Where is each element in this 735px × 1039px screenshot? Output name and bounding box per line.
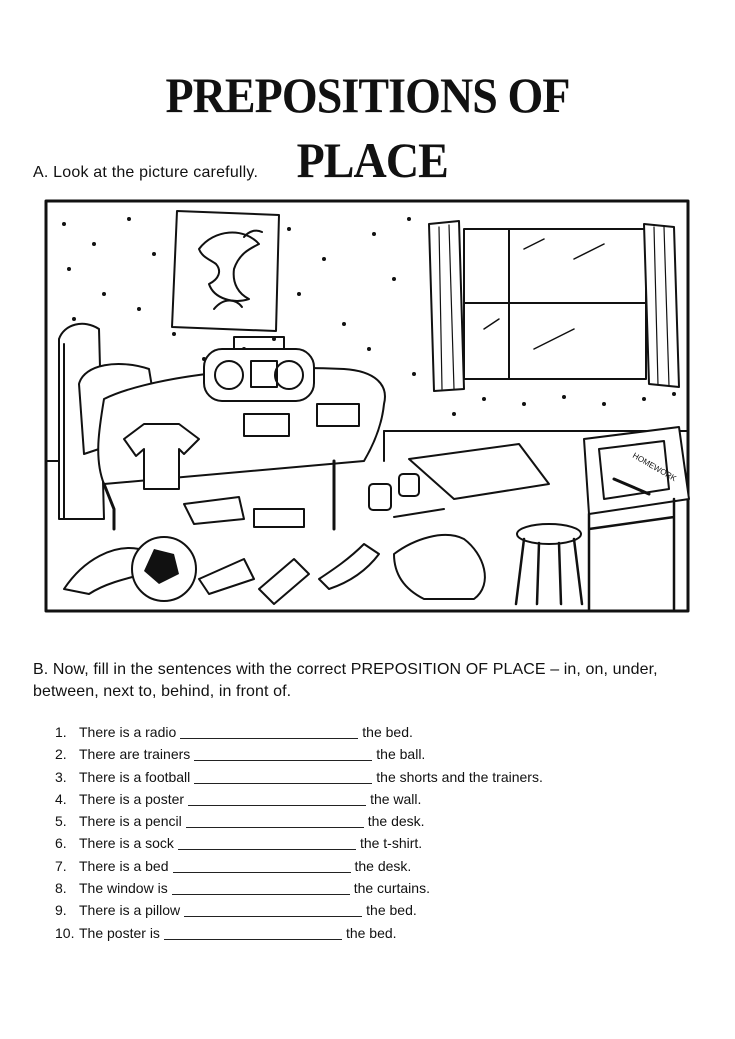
homework-label: HOMEWORK bbox=[631, 450, 678, 484]
exercise-item: 9. There is a pillow the bed. bbox=[55, 902, 417, 919]
cassette-on-floor bbox=[254, 509, 304, 527]
cassette-on-bed bbox=[244, 414, 289, 436]
exercise-item: 6. There is a sock the t-shirt. bbox=[55, 835, 423, 852]
exercise-item: 1. There is a radio the bed. bbox=[55, 724, 413, 740]
exercise-item: 10. The poster is the bed. bbox=[55, 924, 397, 941]
answer-blank[interactable] bbox=[188, 790, 366, 806]
stool bbox=[516, 524, 582, 604]
answer-blank[interactable] bbox=[172, 879, 350, 895]
page-title-line-1: PREPOSITIONS OF bbox=[165, 67, 570, 123]
answer-blank[interactable] bbox=[194, 768, 372, 784]
case-on-bed bbox=[317, 404, 359, 426]
answer-blank[interactable] bbox=[184, 901, 362, 917]
bedroom-illustration bbox=[44, 199, 690, 613]
trainer-left bbox=[199, 559, 254, 594]
exercise-item: 3. There is a football the shorts and the trainers. bbox=[55, 768, 543, 785]
answer-blank[interactable] bbox=[194, 745, 372, 761]
exercise-list bbox=[55, 721, 543, 944]
curtain-right bbox=[644, 224, 679, 387]
exercise-item: 8. The window is the curtains. bbox=[55, 880, 430, 897]
exercise-item: 5. There is a pencil the desk. bbox=[55, 813, 425, 830]
box bbox=[184, 497, 244, 524]
exercise-item: 4. There is a poster the wall. bbox=[55, 790, 422, 807]
window bbox=[464, 229, 646, 379]
t-shirt-on-floor bbox=[394, 535, 485, 599]
section-a-instruction: A. Look at the picture carefully. bbox=[33, 164, 259, 181]
section-b-instruction: B. Now, fill in the sentences with the correct PREPOSITION OF PLACE – in, on, under, between, next to, behind, in front of. bbox=[33, 661, 658, 700]
answer-blank[interactable] bbox=[180, 723, 358, 739]
answer-blank[interactable] bbox=[164, 924, 342, 940]
page-title-line-2: PLACE bbox=[296, 132, 448, 188]
sock bbox=[319, 544, 379, 589]
trainer-right bbox=[259, 559, 309, 604]
answer-blank[interactable] bbox=[186, 812, 364, 828]
dolphin-poster bbox=[172, 211, 279, 331]
radio bbox=[204, 337, 314, 401]
desk bbox=[584, 427, 689, 609]
exercise-item: 7. There is a bed the desk. bbox=[55, 857, 412, 874]
answer-blank[interactable] bbox=[173, 857, 351, 873]
curtain-left bbox=[429, 221, 464, 391]
answer-blank[interactable] bbox=[178, 834, 356, 850]
exercise-item: 2. There are trainers the ball. bbox=[55, 746, 426, 763]
drawing-paper bbox=[409, 444, 549, 499]
